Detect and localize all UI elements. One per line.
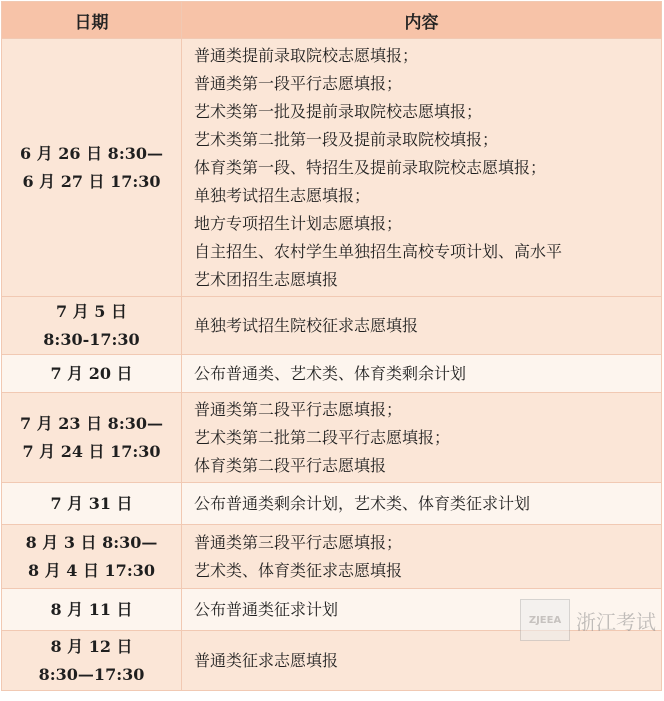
schedule-table [1,1,662,691]
date-cell [2,355,182,393]
content-line: 公布普通类剩余计划，艺术类、体育类征求计划 [194,493,531,513]
content-line: 公布普通类、艺术类、体育类剩余计划 [194,363,467,383]
table-row [2,525,662,589]
date-line: 8 月 4 日 17:30 [28,560,155,580]
content-line: 自主招生、农村学生单独招生高校专项计划、高水平 [194,241,563,261]
date-line: 7 月 23 日 8:30— [20,413,163,433]
watermark-text: 浙江考试 [576,609,656,634]
content-cell [182,39,662,297]
date-line: 7 月 20 日 [50,363,133,383]
date-line: 8 月 3 日 8:30— [25,532,158,552]
table-row [2,297,662,355]
content-line: 单独考试招生志愿填报； [194,185,371,205]
content-line: 普通类征求志愿填报 [194,650,339,670]
content-cell [182,355,662,393]
watermark [520,599,656,641]
date-line: 8 月 12 日 [50,636,133,656]
content-line: 普通类第三段平行志愿填报； [194,532,403,552]
date-cell [2,483,182,525]
date-cell [2,393,182,483]
table-row [2,355,662,393]
table-row [2,39,662,297]
date-cell [2,297,182,355]
table-row [2,393,662,483]
content-line: 体育类第二段平行志愿填报 [194,455,387,475]
content-column-header: 内容 [182,2,662,39]
table-header-row [2,2,662,39]
date-line: 6 月 27 日 17:30 [22,171,161,191]
table-row [2,483,662,525]
date-line: 7 月 5 日 [56,301,127,321]
content-line: 单独考试招生院校征求志愿填报 [194,315,419,335]
content-cell [182,393,662,483]
content-cell [182,297,662,355]
content-cell [182,483,662,525]
content-line: 地方专项招生计划志愿填报； [194,213,403,233]
content-line: 艺术类、体育类征求志愿填报 [194,560,403,580]
content-line: 普通类提前录取院校志愿填报； [194,45,419,65]
date-column-header: 日期 [2,2,182,39]
content-line: 艺术类第二批第一段及提前录取院校填报； [194,129,499,149]
content-line: 艺术类第二批第二段平行志愿填报； [194,427,451,447]
date-line: 8:30-17:30 [43,329,140,349]
content-line: 艺术团招生志愿填报 [194,269,339,289]
date-cell [2,39,182,297]
date-cell [2,525,182,589]
date-line: 8:30—17:30 [38,664,145,684]
date-line: 7 月 31 日 [50,493,133,513]
content-line: 艺术类第一批及提前录取院校志愿填报； [194,101,483,121]
date-line: 8 月 11 日 [50,599,133,619]
date-cell [2,589,182,631]
date-line: 7 月 24 日 17:30 [22,441,161,461]
content-line: 公布普通类征求计划 [194,599,339,619]
content-line: 体育类第一段、特招生及提前录取院校志愿填报； [194,157,547,177]
content-line: 普通类第一段平行志愿填报； [194,73,403,93]
date-cell [2,631,182,691]
zjeea-logo-icon: ZJEEA [520,599,570,641]
content-cell [182,525,662,589]
date-line: 6 月 26 日 8:30— [20,143,163,163]
content-line: 普通类第二段平行志愿填报； [194,399,403,419]
